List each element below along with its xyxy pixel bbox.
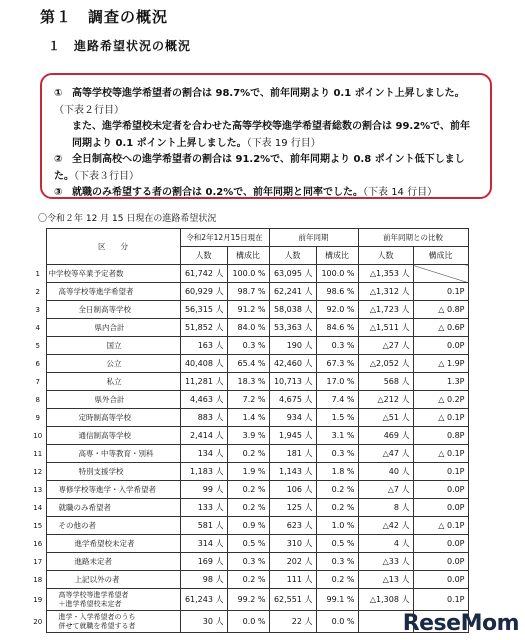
row-label: 私立 (46, 373, 180, 391)
current-ratio: 0.2 % (227, 499, 269, 517)
row-number: 8 (35, 395, 40, 404)
row-label: 通信制高等学校 (46, 427, 180, 445)
current-count: 60,929 人 (180, 283, 227, 301)
current-count: 163 人 (180, 337, 227, 355)
current-ratio: 1.9 % (227, 463, 269, 481)
row-number: 3 (35, 305, 40, 314)
current-ratio: 0.2 % (227, 571, 269, 589)
current-ratio: 3.9 % (227, 427, 269, 445)
prev-ratio: 1.8 % (316, 463, 358, 481)
diff-ratio: 0.0P (413, 499, 468, 517)
prev-count: 106 人 (269, 481, 316, 499)
table-row (30, 553, 468, 571)
diff-ratio: 0.1P (413, 589, 468, 611)
diff-count: △1,511 人 (358, 319, 413, 337)
diff-ratio: △ 0.1P (413, 517, 468, 535)
prev-ratio: 92.0 % (316, 301, 358, 319)
prev-count: 190 人 (269, 337, 316, 355)
prev-ratio: 0.2 % (316, 571, 358, 589)
prev-count: 10,713 人 (269, 373, 316, 391)
prev-ratio: 7.4 % (316, 391, 358, 409)
diff-ratio: 0.1P (413, 463, 468, 481)
current-count: 314 人 (180, 535, 227, 553)
current-ratio: 18.3 % (227, 373, 269, 391)
diff-ratio: △ 0.1P (413, 445, 468, 463)
prev-ratio: 1.5 % (316, 409, 358, 427)
diff-count: △33 人 (358, 553, 413, 571)
prev-count: 58,038 人 (269, 301, 316, 319)
table-row (30, 319, 468, 337)
table-row (30, 283, 468, 301)
diff-count: △13 人 (358, 571, 413, 589)
header-compare: 前年同期との比較 (358, 229, 468, 247)
row-label: 高等学校等進学希望者 ＋進学希望校未定者 (46, 589, 180, 611)
row-label: 高専・中等教育・別科 (46, 445, 180, 463)
row-label: 県内合計 (46, 319, 180, 337)
diff-ratio: 0.0P (413, 481, 468, 499)
prev-count: 181 人 (269, 445, 316, 463)
diff-ratio: △ 0.8P (413, 301, 468, 319)
current-ratio: 0.0 % (227, 611, 269, 633)
current-count: 4,463 人 (180, 391, 227, 409)
current-count: 1,183 人 (180, 463, 227, 481)
table-row (30, 463, 468, 481)
table-row (30, 301, 468, 319)
prev-count: 202 人 (269, 553, 316, 571)
current-count: 169 人 (180, 553, 227, 571)
row-label: 公立 (46, 355, 180, 373)
table-row (30, 337, 468, 355)
subheader-count: 人数 (358, 247, 413, 265)
diff-ratio: △ 1.9P (413, 355, 468, 373)
diff-count: 469 人 (358, 427, 413, 445)
prev-count: 62,551 人 (269, 589, 316, 611)
diff-ratio: 0.1P (413, 283, 468, 301)
row-number-text: 19 (33, 595, 43, 604)
table-row (30, 391, 468, 409)
table-row (30, 373, 468, 391)
row-number: 1 (35, 269, 40, 278)
diff-ratio: 0.0P (413, 553, 468, 571)
table-row (30, 481, 468, 499)
diff-ratio: 0.0P (413, 535, 468, 553)
diff-ratio: 0.0P (413, 337, 468, 355)
diff-ratio: 0.0P (413, 571, 468, 589)
table-row (30, 355, 468, 373)
subheader-ratio: 構成比 (413, 247, 468, 265)
current-ratio: 0.9 % (227, 517, 269, 535)
current-count: 61,742 人 (180, 265, 227, 283)
diff-count: △1,308 人 (358, 589, 413, 611)
diff-count: △212 人 (358, 391, 413, 409)
current-count: 581 人 (180, 517, 227, 535)
summary-point-1: ① 高等学校等進学希望者の割合は 98.7%で、前年同期より 0.1 ポイント上昇しました。（下表２行目） (54, 88, 465, 116)
current-ratio: 0.2 % (227, 481, 269, 499)
prev-ratio: 0.2 % (316, 499, 358, 517)
current-count: 133 人 (180, 499, 227, 517)
row-number: 10 (33, 431, 43, 440)
resemom-watermark: ReseMom (402, 611, 519, 636)
header-current: 令和2年12月15日現在 (180, 229, 269, 247)
diff-count: △51 人 (358, 409, 413, 427)
current-ratio: 0.2 % (227, 445, 269, 463)
current-ratio: 1.4 % (227, 409, 269, 427)
subheader-ratio: 構成比 (316, 247, 358, 265)
prev-count: 1,945 人 (269, 427, 316, 445)
row-number: 7 (35, 377, 40, 386)
header-kubun: 区 分 (46, 229, 180, 265)
row-number: 15 (33, 521, 43, 530)
row-label: 県外合計 (46, 391, 180, 409)
prev-count: 62,241 人 (269, 283, 316, 301)
row-number: 20 (33, 617, 43, 626)
header-prev: 前年同期 (269, 229, 358, 247)
current-ratio: 0.5 % (227, 535, 269, 553)
career-plan-table (30, 228, 469, 633)
summary-point-3: ③ 就職のみ希望する者の割合は 0.2%で、前年同期と同率でした。（下表 14 行目） (54, 187, 438, 198)
diff-count: △1,723 人 (358, 301, 413, 319)
diff-ratio: 0.8P (413, 427, 468, 445)
current-ratio: 98.7 % (227, 283, 269, 301)
prev-count: 125 人 (269, 499, 316, 517)
row-label: 上記以外の者 (46, 571, 180, 589)
diff-count: 4 人 (358, 535, 413, 553)
subsection-heading: １ 進路希望状況の概況 (48, 39, 192, 53)
prev-ratio: 84.6 % (316, 319, 358, 337)
current-count: 883 人 (180, 409, 227, 427)
diff-count: △2,052 人 (358, 355, 413, 373)
current-count: 56,315 人 (180, 301, 227, 319)
current-ratio: 91.2 % (227, 301, 269, 319)
row-number: 6 (35, 359, 40, 368)
current-count: 61,243 人 (180, 589, 227, 611)
summary-point-2: ② 全日制高校への進学希望者の割合は 91.2%で、前年同期より 0.8 ポイント低下しました。（下表３行目） (54, 154, 465, 182)
current-count: 40,408 人 (180, 355, 227, 373)
summary-box (40, 73, 492, 199)
row-number: 16 (33, 539, 43, 548)
diff-ratio: 1.3P (413, 373, 468, 391)
table-row (30, 445, 468, 463)
prev-ratio: 0.0 % (316, 611, 358, 633)
prev-count: 1,143 人 (269, 463, 316, 481)
row-label: 定時制高等学校 (46, 409, 180, 427)
diff-count: △27 人 (358, 337, 413, 355)
subheader-ratio: 構成比 (227, 247, 269, 265)
current-count: 51,852 人 (180, 319, 227, 337)
prev-ratio: 0.2 % (316, 481, 358, 499)
prev-count: 53,363 人 (269, 319, 316, 337)
prev-ratio: 67.3 % (316, 355, 358, 373)
prev-count: 934 人 (269, 409, 316, 427)
row-number: 18 (33, 575, 43, 584)
prev-ratio: 1.0 % (316, 517, 358, 535)
prev-ratio: 17.0 % (316, 373, 358, 391)
row-number: 17 (33, 557, 43, 566)
section-heading: 第１ 調査の概況 (40, 8, 169, 26)
prev-count: 22 人 (269, 611, 316, 633)
current-count: 99 人 (180, 481, 227, 499)
row-label: 進学・入学希望者のうち 併せて就職を希望する者 (46, 611, 180, 633)
current-ratio: 0.3 % (227, 337, 269, 355)
current-ratio: 100.0 % (227, 265, 269, 283)
diff-ratio: △ 0.2P (413, 391, 468, 409)
row-number: 14 (33, 503, 43, 512)
prev-ratio: 98.6 % (316, 283, 358, 301)
prev-ratio: 0.5 % (316, 535, 358, 553)
diff-count: 568 人 (358, 373, 413, 391)
current-count: 98 人 (180, 571, 227, 589)
row-number: 9 (35, 413, 40, 422)
prev-ratio: 0.3 % (316, 553, 358, 571)
prev-ratio: 0.3 % (316, 445, 358, 463)
current-count: 11,281 人 (180, 373, 227, 391)
current-ratio: 0.3 % (227, 553, 269, 571)
row-label: 中学校等卒業予定者数 (46, 265, 180, 283)
current-count: 2,414 人 (180, 427, 227, 445)
table-row (30, 265, 468, 283)
prev-ratio: 99.1 % (316, 589, 358, 611)
prev-count: 111 人 (269, 571, 316, 589)
row-number: 5 (35, 341, 40, 350)
prev-count: 310 人 (269, 535, 316, 553)
prev-count: 63,095 人 (269, 265, 316, 283)
prev-count: 42,460 人 (269, 355, 316, 373)
diff-count: △42 人 (358, 517, 413, 535)
row-number (30, 589, 46, 611)
row-number: 12 (33, 467, 43, 476)
row-label: 国立 (46, 337, 180, 355)
table-row (30, 571, 468, 589)
diff-count: △1,312 人 (358, 283, 413, 301)
current-count: 30 人 (180, 611, 227, 633)
table-row (30, 499, 468, 517)
table-row (30, 535, 468, 553)
diff-count: 8 人 (358, 499, 413, 517)
diff-ratio (413, 265, 468, 283)
row-number: 11 (33, 449, 43, 458)
prev-count: 4,675 人 (269, 391, 316, 409)
current-count: 134 人 (180, 445, 227, 463)
row-number: 2 (35, 287, 40, 296)
row-label: 進学希望校未定者 (46, 535, 180, 553)
prev-ratio: 3.1 % (316, 427, 358, 445)
row-label: 専修学校等進学・入学希望者 (46, 481, 180, 499)
summary-point-1b: また、進学希望校未定者を合わせた高等学校等進学希望者総数の割合は 99.2%で、前年同期より 0.1 ポイント上昇しました。（下表 19 行目） (72, 121, 470, 149)
row-label: 特別支援学校 (46, 463, 180, 481)
diff-ratio: △ 0.6P (413, 319, 468, 337)
diff-count: 40 人 (358, 463, 413, 481)
row-label: 全日制高等学校 (46, 301, 180, 319)
prev-ratio: 100.0 % (316, 265, 358, 283)
subheader-count: 人数 (180, 247, 227, 265)
table-row (30, 427, 468, 445)
table-row (30, 517, 468, 535)
row-label: 就職のみ希望者 (46, 499, 180, 517)
current-ratio: 84.0 % (227, 319, 269, 337)
current-ratio: 99.2 % (227, 589, 269, 611)
row-number: 4 (35, 323, 40, 332)
diff-count: △7 人 (358, 481, 413, 499)
table-row (30, 589, 468, 611)
row-label: 進路未定者 (46, 553, 180, 571)
table-caption: 〇令和２年 12 月 15 日現在の進路希望状況 (38, 214, 217, 224)
diff-ratio: △ 0.1P (413, 409, 468, 427)
prev-count: 623 人 (269, 517, 316, 535)
row-number: 13 (33, 485, 43, 494)
prev-ratio: 0.3 % (316, 337, 358, 355)
table-row (30, 409, 468, 427)
current-ratio: 65.4 % (227, 355, 269, 373)
row-label: 高等学校等進学希望者 (46, 283, 180, 301)
current-ratio: 7.2 % (227, 391, 269, 409)
subheader-count: 人数 (269, 247, 316, 265)
diff-count: △1,353 人 (358, 265, 413, 283)
row-label: その他の者 (46, 517, 180, 535)
diff-count: △47 人 (358, 445, 413, 463)
